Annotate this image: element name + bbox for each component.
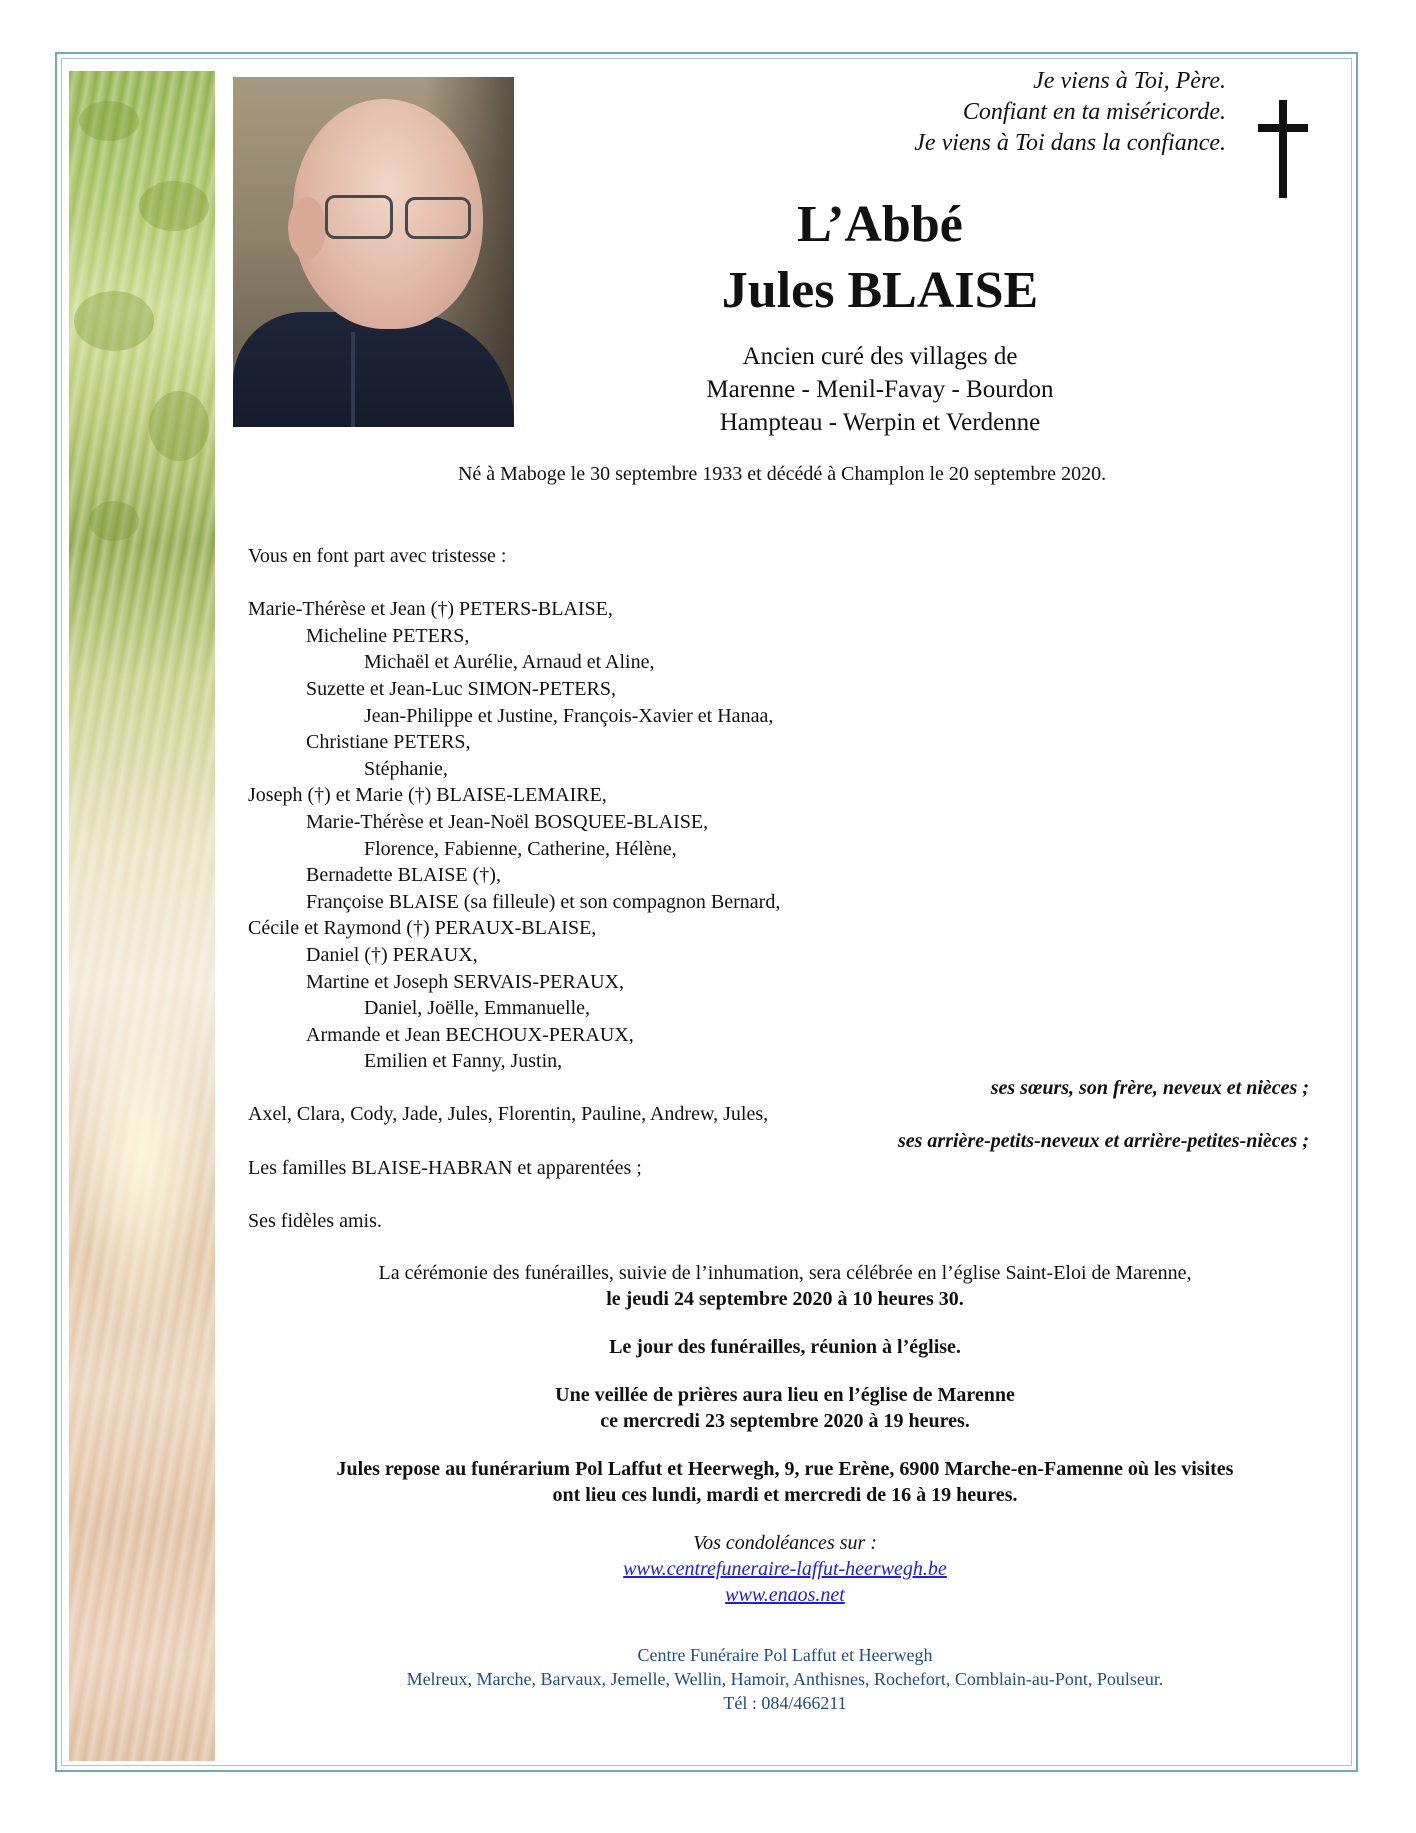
family-line: Marie-Thérèse et Jean-Noël BOSQUEE-BLAISE, xyxy=(306,810,709,833)
meeting-line: Le jour des funérailles, réunion à l’église. xyxy=(609,1336,961,1358)
family-line: Cécile et Raymond (†) PERAUX-BLAISE, xyxy=(248,917,597,940)
family-line: Jean-Philippe et Justine, François-Xavier et Hanaa, xyxy=(364,704,774,727)
families-line: Les familles BLAISE-HABRAN et apparentées ; xyxy=(248,1156,642,1179)
poem-line: Je viens à Toi dans la confiance. xyxy=(914,130,1226,156)
condolences-label: Vos condoléances sur : xyxy=(693,1532,877,1554)
subtitle-line: Ancien curé des villages de xyxy=(742,343,1018,370)
intro-text: Vous en font part avec tristesse : xyxy=(248,545,507,567)
enaos-link[interactable]: www.enaos.net xyxy=(725,1584,845,1606)
family-line: Suzette et Jean-Luc SIMON-PETERS, xyxy=(306,677,616,700)
ceremony-date: le jeudi 24 septembre 2020 à 10 heures 30. xyxy=(606,1288,964,1310)
vigil-date: ce mercredi 23 septembre 2020 à 19 heures. xyxy=(600,1410,970,1432)
funeral-center-link[interactable]: www.centrefuneraire-laffut-heerwegh.be xyxy=(623,1558,947,1580)
family-line: Marie-Thérèse et Jean (†) PETERS-BLAISE, xyxy=(248,598,613,621)
funeral-center-name: Centre Funéraire Pol Laffut et Heerwegh xyxy=(637,1645,933,1665)
family-line: Daniel, Joëlle, Emmanuelle, xyxy=(364,997,591,1020)
title-prefix: L’Abbé xyxy=(797,196,963,253)
ceremony-details xyxy=(240,1260,1330,1608)
portrait-photo xyxy=(233,77,514,427)
poem-line: Je viens à Toi, Père. xyxy=(1033,68,1226,94)
poem-line: Confiant en ta miséricorde. xyxy=(962,99,1226,125)
friends-line: Ses fidèles amis. xyxy=(248,1209,382,1232)
funerarium-line: Jules repose au funérarium Pol Laffut et Heerwegh, 9, rue Erène, 6900 Marche-en-Famenne où les visites xyxy=(336,1458,1234,1480)
ceremony-line: La cérémonie des funérailles, suivie de l’inhumation, sera célébrée en l’église Saint-Eloi de Marenne, xyxy=(378,1262,1192,1284)
family-line: Armande et Jean BECHOUX-PERAUX, xyxy=(306,1023,634,1046)
birth-death-line: Né à Maboge le 30 septembre 1933 et décédé à Champlon le 20 septembre 2020. xyxy=(457,463,1107,485)
family-line: Stéphanie, xyxy=(364,757,448,780)
forest-path-image xyxy=(69,71,215,1761)
subtitle xyxy=(560,340,1200,439)
family-line: Christiane PETERS, xyxy=(306,731,471,754)
family-line: Emilien et Fanny, Justin, xyxy=(364,1050,563,1073)
family-line: Françoise BLAISE (sa filleule) et son compagnon Bernard, xyxy=(306,890,781,913)
funeral-center-phone: Tél : 084/466211 xyxy=(723,1693,847,1713)
subtitle-line: Marenne - Menil-Favay - Bourdon xyxy=(706,376,1054,403)
grandnephews-line: Axel, Clara, Cody, Jade, Jules, Florentin, Pauline, Andrew, Jules, xyxy=(248,1103,769,1126)
family-line: Joseph (†) et Marie (†) BLAISE-LEMAIRE, xyxy=(248,784,607,807)
family-line: Florence, Fabienne, Catherine, Hélène, xyxy=(364,837,677,860)
poem xyxy=(914,66,1226,159)
deceased-name: Jules BLAISE xyxy=(721,262,1039,319)
family-line: Micheline PETERS, xyxy=(306,624,470,647)
family-line: Daniel (†) PERAUX, xyxy=(306,943,478,966)
cross-icon xyxy=(1258,100,1308,198)
vigil-line: Une veillée de prières aura lieu en l’église de Marenne xyxy=(555,1384,1015,1406)
family-role: ses sœurs, son frère, neveux et nièces ; xyxy=(990,1076,1309,1099)
family-line: Bernadette BLAISE (†), xyxy=(306,864,501,887)
funeral-center-places: Melreux, Marche, Barvaux, Jemelle, Wellin, Hamoir, Anthisnes, Rochefort, Comblain-au-Pont, Poulseur. xyxy=(406,1669,1164,1689)
grandnephews-role: ses arrière-petits-neveux et arrière-petites-nièces ; xyxy=(897,1130,1309,1153)
subtitle-line: Hampteau - Werpin et Verdenne xyxy=(719,409,1041,436)
visits-line: ont lieu ces lundi, mardi et mercredi de 16 à 19 heures. xyxy=(552,1484,1018,1506)
family-line: Michaël et Aurélie, Arnaud et Aline, xyxy=(364,651,655,674)
footer xyxy=(240,1643,1330,1715)
family-list xyxy=(248,543,1313,1234)
family-line: Martine et Joseph SERVAIS-PERAUX, xyxy=(306,970,625,993)
